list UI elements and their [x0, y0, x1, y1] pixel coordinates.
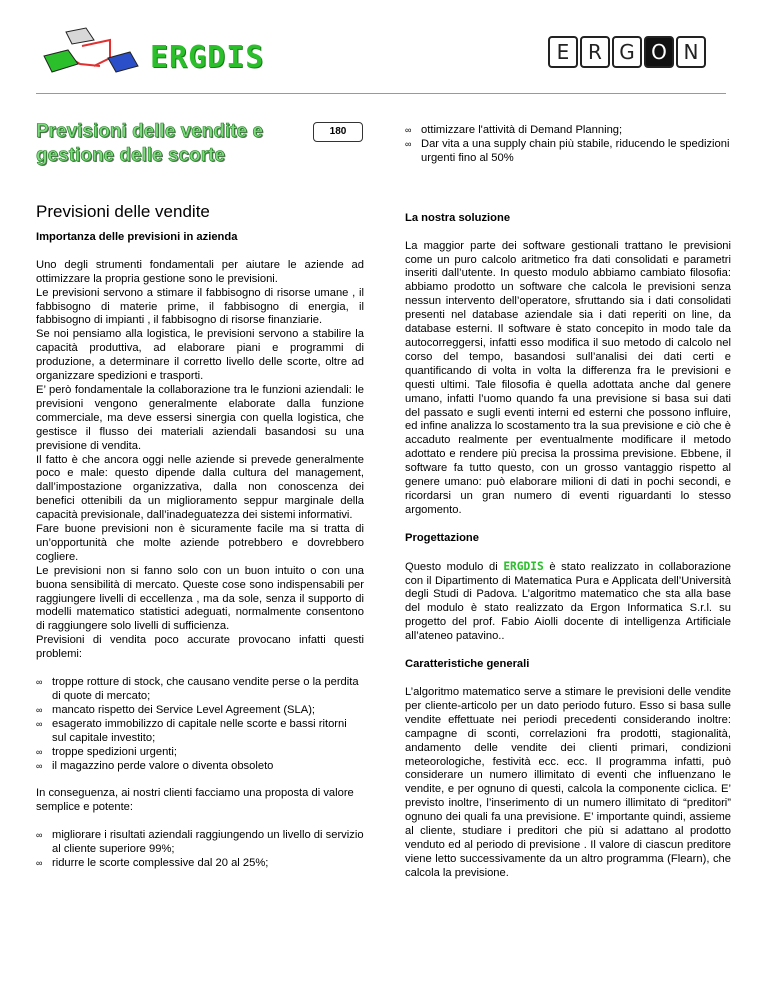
- list-item: ∞ ottimizzare l'attività di Demand Planning;: [405, 124, 731, 138]
- paragraph: Le previsioni non si fanno solo con un buon intuito o con una buona sensibilità di mercato. Queste cose sono indispensabili per raggiungere livelli di eccellenza , ma da sole, senza il supporto di modelli matematico statistici adeguati, normalmente consentono di raggiungere solo livelli di sufficienza.: [36, 564, 364, 633]
- proposals-list-continued: [405, 124, 731, 166]
- paragraph: E’ però fondamentale la collaborazione tra le funzioni aziendali: le previsioni vengono generalmente elaborate dalla funzione commerciale, ma deve essersi sinergia con quella logistica, che gestisce il flusso dei materiali aziendali basandosi su una previsione di vendita.: [36, 383, 364, 452]
- ergon-logo: [548, 36, 706, 72]
- header-divider: [36, 93, 726, 94]
- proposals-list: [36, 829, 364, 871]
- list-item: ∞ troppe spedizioni urgenti;: [36, 746, 364, 760]
- list-item: ∞ esagerato immobilizzo di capitale nelle scorte e bassi ritorni sul capitale investito;: [36, 718, 364, 746]
- paragraph: Se noi pensiamo alla logistica, le previsioni servono a stabilire la capacità produttiva, ad elaborare piani e programmi di produzione, a determinare il corretto livello delle scorte, oltre ad organizzare spedizioni e trasporti.: [36, 328, 364, 383]
- paragraph: Uno degli strumenti fondamentali per aiutare le aziende ad ottimizzare la propria gestione sono le previsioni.: [36, 258, 364, 285]
- brand-inline: ERGDIS: [503, 559, 544, 573]
- solution-text: La maggior parte dei software gestionali trattano le previsioni come un puro calcolo aritmetico fra dati consolidati e parametri inseriti dall’utente. In questo modulo abbiamo cambiato filosofia: abbiamo prodotto un software che calcola le previsioni senza nessun intervento dell’operatore, sfruttando sia i dati consolidati presenti nel database aziendale sia i dati reperiti on line, da database esterni. Il software è stato concepito in modo tale da autocorreggersi, infatti esso modifica il suo metodo di calcolo nel corso del tempo, basandosi sull’analisi dei dati certi e quantificando di volta in volta la differenza fra le previsioni e questi ultimi. Tale filosofia è quella adottata anche dal genere umano, infatti l’uomo quando fa una previsione si basa sui dati del passato e sugli eventi interni ed esterni che possono influire, ed infine analizza lo scostamento tra la sua previsione e ciò che è accaduto realmente per eventualmente modificare il metodo adottato e rendere più precisa la prossima previsione. Ebbene, il software fa tutto questo, con un grosso vantaggio rispetto al genere umano: può elaborare milioni di dati in pochi secondi, e ricordarsi un gran numero di eventi riguardanti lo stesso argomento.: [405, 239, 731, 516]
- features-text: L’algoritmo matematico serve a stimare le previsioni delle vendite per cliente-articolo per un dato periodo futuro. Esso si basa sulle vendite effettuate nei periodi precedenti considerando inoltre: campagne di sconti, correlazioni fra prodotti, stagionalità, andamento delle vendite dei clienti primari, condizioni meteorologiche, festività ecc. ecc. Il programma infatti, può considerare un numero illimitato di eventi che influenzano le vendite, e per ognuno di questi, calcola la componente ciclica. E’ previsto inoltre, l’inserimento di un numero illimitato di “preditori” ognuno dei quali fa una previsione. E’ importante quindi, assieme al cliente, studiare i preditori che più si adattano al prodotto venduto ed al periodo di previsione . Il valore di ciascun preditore viene letto successivamente da un altro programma (Flearn), che calcola la previsione.: [405, 686, 731, 879]
- design-text-post: è stato realizzato in collaborazione con il Dipartimento di Matematica Pura e Applicata dell’Università degli Studi di Padova. L’algoritmo matematico che sta alla base del modulo è stato realizzato da Ergon Informatica S.r.l. su progetto del prof. Fabio Aiolli docente di intelligenza Artificiale all’ateneo patavino..: [405, 560, 731, 643]
- proposal-intro: In conseguenza, ai nostri clienti facciamo una proposta di valore semplice e potente:: [36, 787, 354, 814]
- list-item: ∞ il magazzino perde valore o diventa obsoleto: [36, 760, 364, 774]
- design-text: [405, 560, 731, 644]
- section-title: Previsioni delle vendite: [36, 202, 210, 221]
- paragraph: Fare buone previsioni non è sicuramente facile ma si tratta di un’opportunità che molte aziende potrebbero e dovrebbero cogliere.: [36, 523, 364, 563]
- problems-list: [36, 676, 364, 773]
- ergdis-logo-icon: [30, 22, 150, 84]
- solution-title: La nostra soluzione: [405, 211, 511, 224]
- document-title: Previsioni delle vendite e gestione delle scorte: [36, 121, 264, 166]
- paragraph: Il fatto è che ancora oggi nelle aziende si prevede generalmente poco e male: questo dipende dalla cultura del management, dall’impostazione organizzativa, dalla non conoscenza dei benefici ottenibili da un miglioramento seppur marginale della capacità previsionale, dall’inadeguatezza dei sistemi informativi.: [36, 453, 364, 522]
- brand-name: ERGDIS: [150, 40, 265, 75]
- left-column: [36, 202, 364, 871]
- features-title: Caratteristiche generali: [405, 658, 530, 671]
- list-item: ∞ troppe rotture di stock, che causano vendite perse o la perdita di quote di mercato;: [36, 676, 364, 704]
- paragraph: Le previsioni servono a stimare il fabbisogno di risorse umane , il fabbisogno di materie prime, il fabbisogno di energia, il fabbisogno di impianti , il fabbisogno di risorse finanziarie.: [36, 286, 364, 327]
- list-item: ∞ Dar vita a una supply chain più stabile, riducendo le spedizioni urgenti fino al 50%: [405, 138, 731, 166]
- ergon-letter: N: [676, 36, 706, 68]
- ergon-letter: E: [548, 36, 578, 68]
- ergon-letter: R: [580, 36, 610, 68]
- ergon-letter: O: [644, 36, 674, 68]
- list-item: ∞ mancato rispetto dei Service Level Agreement (SLA);: [36, 704, 364, 718]
- list-item: ∞ ridurre le scorte complessive dal 20 al 25%;: [36, 857, 364, 871]
- right-column: [405, 124, 731, 881]
- intro-text: [36, 259, 364, 662]
- design-text-pre: Questo modulo di: [405, 560, 504, 573]
- ergon-letter: G: [612, 36, 642, 68]
- subsection-title: Importanza delle previsioni in azienda: [36, 230, 238, 243]
- design-title: Progettazione: [405, 531, 479, 544]
- document-number-badge: 180: [313, 122, 363, 142]
- paragraph: Previsioni di vendita poco accurate provocano infatti questi problemi:: [36, 634, 364, 661]
- list-item: ∞ migliorare i risultati aziendali raggiungendo un livello di servizio al cliente superiore 99%;: [36, 829, 364, 857]
